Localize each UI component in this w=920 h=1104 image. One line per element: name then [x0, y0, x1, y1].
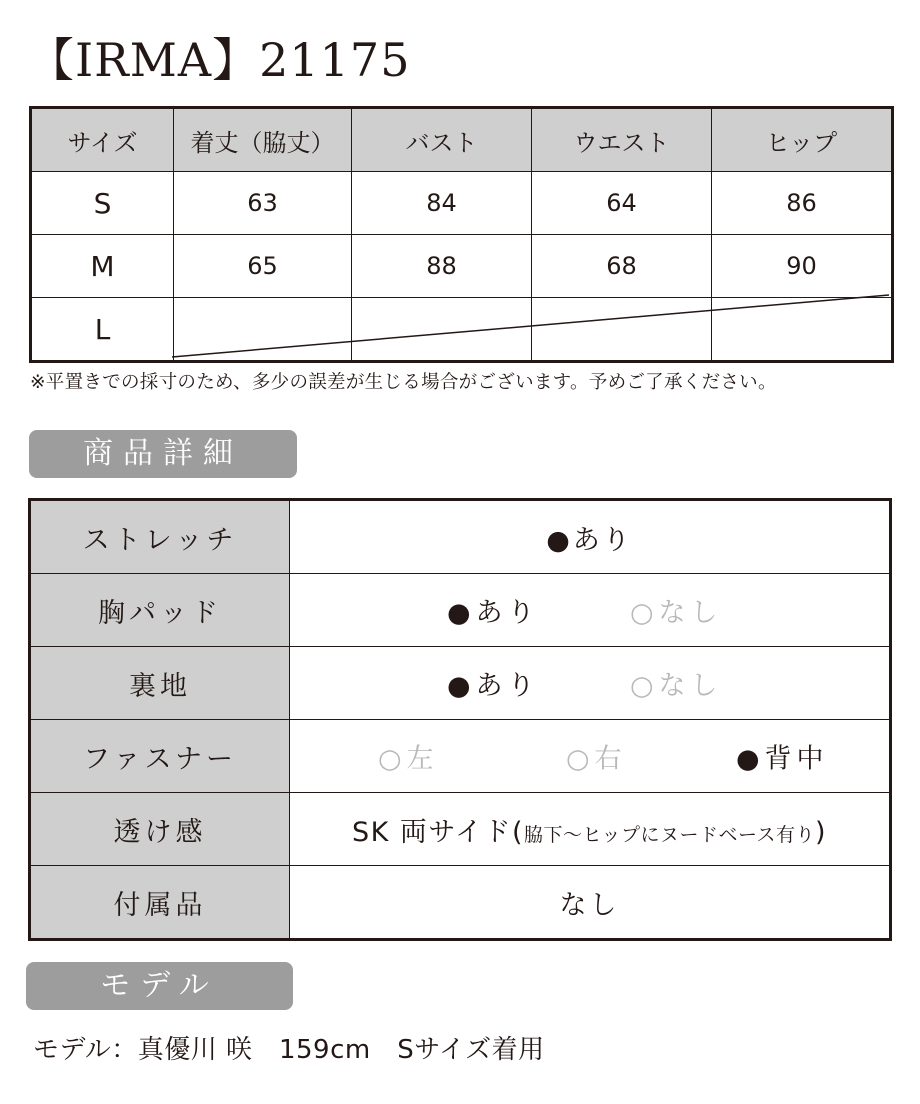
sheerness-note: 脇下〜ヒップにヌードベース有り — [524, 823, 815, 846]
header-hip: ヒップ — [712, 108, 893, 172]
zipper-back: ●背中 — [736, 743, 829, 775]
table-row — [30, 720, 891, 793]
bust-pad-no: ○なし — [630, 597, 723, 629]
waist-value: 68 — [532, 235, 712, 298]
bust-pad-label: 胸パッド — [30, 574, 290, 647]
zipper-left: ○左 — [378, 743, 439, 775]
size-label: M — [31, 235, 174, 298]
table-row — [31, 172, 893, 235]
sheerness-main: SK 両サイド( — [351, 816, 525, 848]
stretch-label: ストレッチ — [30, 500, 290, 574]
hip-value: 86 — [712, 172, 893, 235]
bust-value: 84 — [352, 172, 532, 235]
header-length: 着丈（脇丈） — [174, 108, 352, 172]
sheerness-close: ) — [815, 816, 828, 848]
table-row — [30, 793, 891, 866]
zipper-label: ファスナー — [30, 720, 290, 793]
zipper-right: ○右 — [566, 743, 627, 775]
length-value: 65 — [174, 235, 352, 298]
size-table — [29, 106, 894, 363]
stretch-value: ●あり — [290, 500, 891, 574]
bust-pad-yes: ●あり — [447, 597, 540, 629]
length-value — [174, 298, 352, 362]
accessories-label: 付属品 — [30, 866, 290, 940]
header-bust: バスト — [352, 108, 532, 172]
bust-value: 88 — [352, 235, 532, 298]
detail-table — [28, 498, 892, 941]
size-table-wrapper — [29, 106, 891, 360]
size-label: S — [31, 172, 174, 235]
table-row — [31, 235, 893, 298]
hip-value: 90 — [712, 235, 893, 298]
header-waist: ウエスト — [532, 108, 712, 172]
size-table-header-row — [31, 108, 893, 172]
lining-yes: ●あり — [447, 670, 540, 702]
accessories-value: なし — [290, 866, 891, 940]
table-row — [30, 500, 891, 574]
detail-section-title: 商品詳細 — [29, 430, 297, 478]
table-row — [30, 574, 891, 647]
table-row — [30, 866, 891, 940]
model-info: モデル：真優川 咲 159cm Sサイズ着用 — [33, 1035, 545, 1065]
lining-label: 裏地 — [30, 647, 290, 720]
lining-no: ○なし — [630, 670, 723, 702]
bust-value — [352, 298, 532, 362]
waist-value — [532, 298, 712, 362]
table-row — [31, 298, 893, 362]
measurement-note: ※平置きでの採寸のため、多少の誤差が生じる場合がございます。予めご了承ください。 — [30, 372, 777, 393]
sheerness-label: 透け感 — [30, 793, 290, 866]
bust-pad-value — [290, 574, 891, 647]
zipper-value — [290, 720, 891, 793]
size-label: L — [31, 298, 174, 362]
product-title: 【IRMA】21175 — [28, 33, 411, 87]
length-value: 63 — [174, 172, 352, 235]
lining-value — [290, 647, 891, 720]
hip-value — [712, 298, 893, 362]
waist-value: 64 — [532, 172, 712, 235]
table-row — [30, 647, 891, 720]
model-section-title: モデル — [26, 962, 293, 1010]
sheerness-value — [290, 793, 891, 866]
header-size: サイズ — [31, 108, 174, 172]
